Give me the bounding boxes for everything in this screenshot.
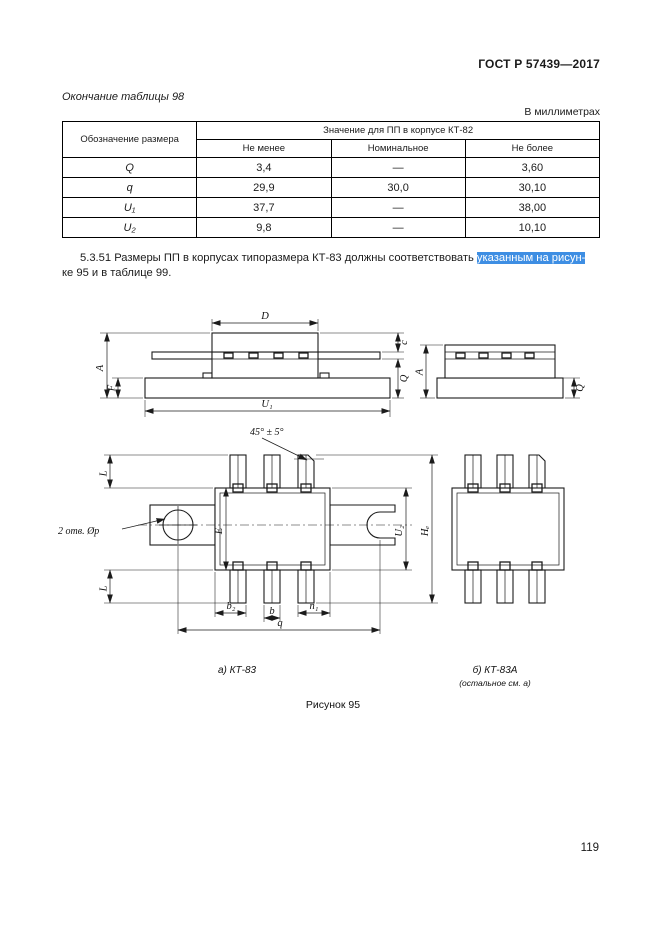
table-cell: 3,60: [465, 158, 599, 178]
table-cell: —: [331, 198, 465, 218]
table-cell: 29,9: [197, 178, 331, 198]
dim-label-F: F: [106, 384, 118, 392]
table-cell-designation: U₂: [63, 218, 197, 238]
package-body-plan: [215, 488, 330, 570]
dim-label-q: q: [277, 618, 283, 629]
dim-label-L-bottom: L: [98, 585, 110, 592]
paragraph-line-1: [62, 251, 614, 266]
dim-label-E: E: [214, 527, 225, 535]
table-header-row: [63, 122, 600, 140]
page-number: 119: [580, 842, 599, 854]
table-cell: —: [331, 218, 465, 238]
table-cell: 38,00: [465, 198, 599, 218]
dim-label-D: D: [261, 311, 269, 322]
dim-label-A-front: A: [95, 364, 106, 372]
figure-label-a: а) КТ-83: [217, 665, 257, 676]
dim-label-Q-side: Q: [575, 384, 586, 392]
units-note: В миллиметрах: [524, 106, 600, 118]
figure-95-drawing: [0, 300, 661, 715]
table-continuation-note: Окончание таблицы 98: [62, 91, 185, 103]
figure-label-b-note: (остальное см. а): [459, 678, 531, 688]
dim-label-Q: Q: [399, 374, 410, 383]
holes-callout: 2 отв. Øp: [58, 526, 100, 537]
table-header-max: Не более: [465, 140, 599, 158]
dim-label-c: c: [399, 340, 410, 345]
figure-label-b: б) КТ-83А: [472, 665, 518, 676]
package-body-front: [212, 352, 318, 378]
text-selection: указанным на рисун-: [476, 252, 586, 264]
dim-label-L-top: L: [98, 470, 110, 477]
dim-label-HE: Hₑ: [420, 525, 431, 537]
package-lid-front: [212, 333, 318, 352]
document-header: ГОСТ Р 57439—2017: [478, 57, 600, 71]
dim-label-n1: n₁: [309, 601, 319, 612]
plan-view-a: [58, 427, 438, 634]
front-view: [95, 311, 410, 417]
table-cell: 3,4: [197, 158, 331, 178]
table-row: [63, 218, 600, 238]
paragraph-line-2: ке 95 и в таблице 99.: [62, 266, 172, 279]
table-row: [63, 198, 600, 218]
table-row: [63, 178, 600, 198]
table-header-group: Значение для ПП в корпусе КТ-82: [197, 122, 600, 140]
figure-caption: Рисунок 95: [305, 699, 361, 711]
table-header-min: Не менее: [197, 140, 331, 158]
angle-callout: 45° ± 5°: [250, 427, 284, 438]
paragraph-text: 5.3.51 Размеры ПП в корпусах типоразмера КТ-83 должны соответствовать: [80, 252, 477, 264]
table-row: [63, 158, 600, 178]
table-cell: 37,7: [197, 198, 331, 218]
table-cell: 30,0: [331, 178, 465, 198]
table-cell-designation: q: [63, 178, 197, 198]
table-cell: —: [331, 158, 465, 178]
table-header-nominal: Номинальное: [331, 140, 465, 158]
table-cell: 10,10: [465, 218, 599, 238]
size-table: [62, 121, 600, 238]
dim-label-U2: U₂: [394, 525, 405, 537]
table-cell-designation: U₁: [63, 198, 197, 218]
table-cell: 30,10: [465, 178, 599, 198]
paragraph-5-3-51: [62, 251, 614, 280]
dim-label-U1: U₁: [261, 399, 273, 410]
package-body-plan-b: [452, 488, 564, 570]
table-cell: 9,8: [197, 218, 331, 238]
table-header-designation: Обозначение размера: [63, 122, 197, 158]
dim-label-b: b: [269, 606, 275, 617]
package-body-side: [445, 345, 555, 378]
flange-side: [437, 378, 563, 398]
dim-label-b2: b₂: [226, 601, 236, 612]
side-view: [415, 345, 587, 398]
flange-front: [145, 378, 390, 398]
dim-label-A-side: A: [414, 368, 426, 376]
plan-view-b: [452, 455, 564, 603]
table-cell-designation: Q: [63, 158, 197, 178]
